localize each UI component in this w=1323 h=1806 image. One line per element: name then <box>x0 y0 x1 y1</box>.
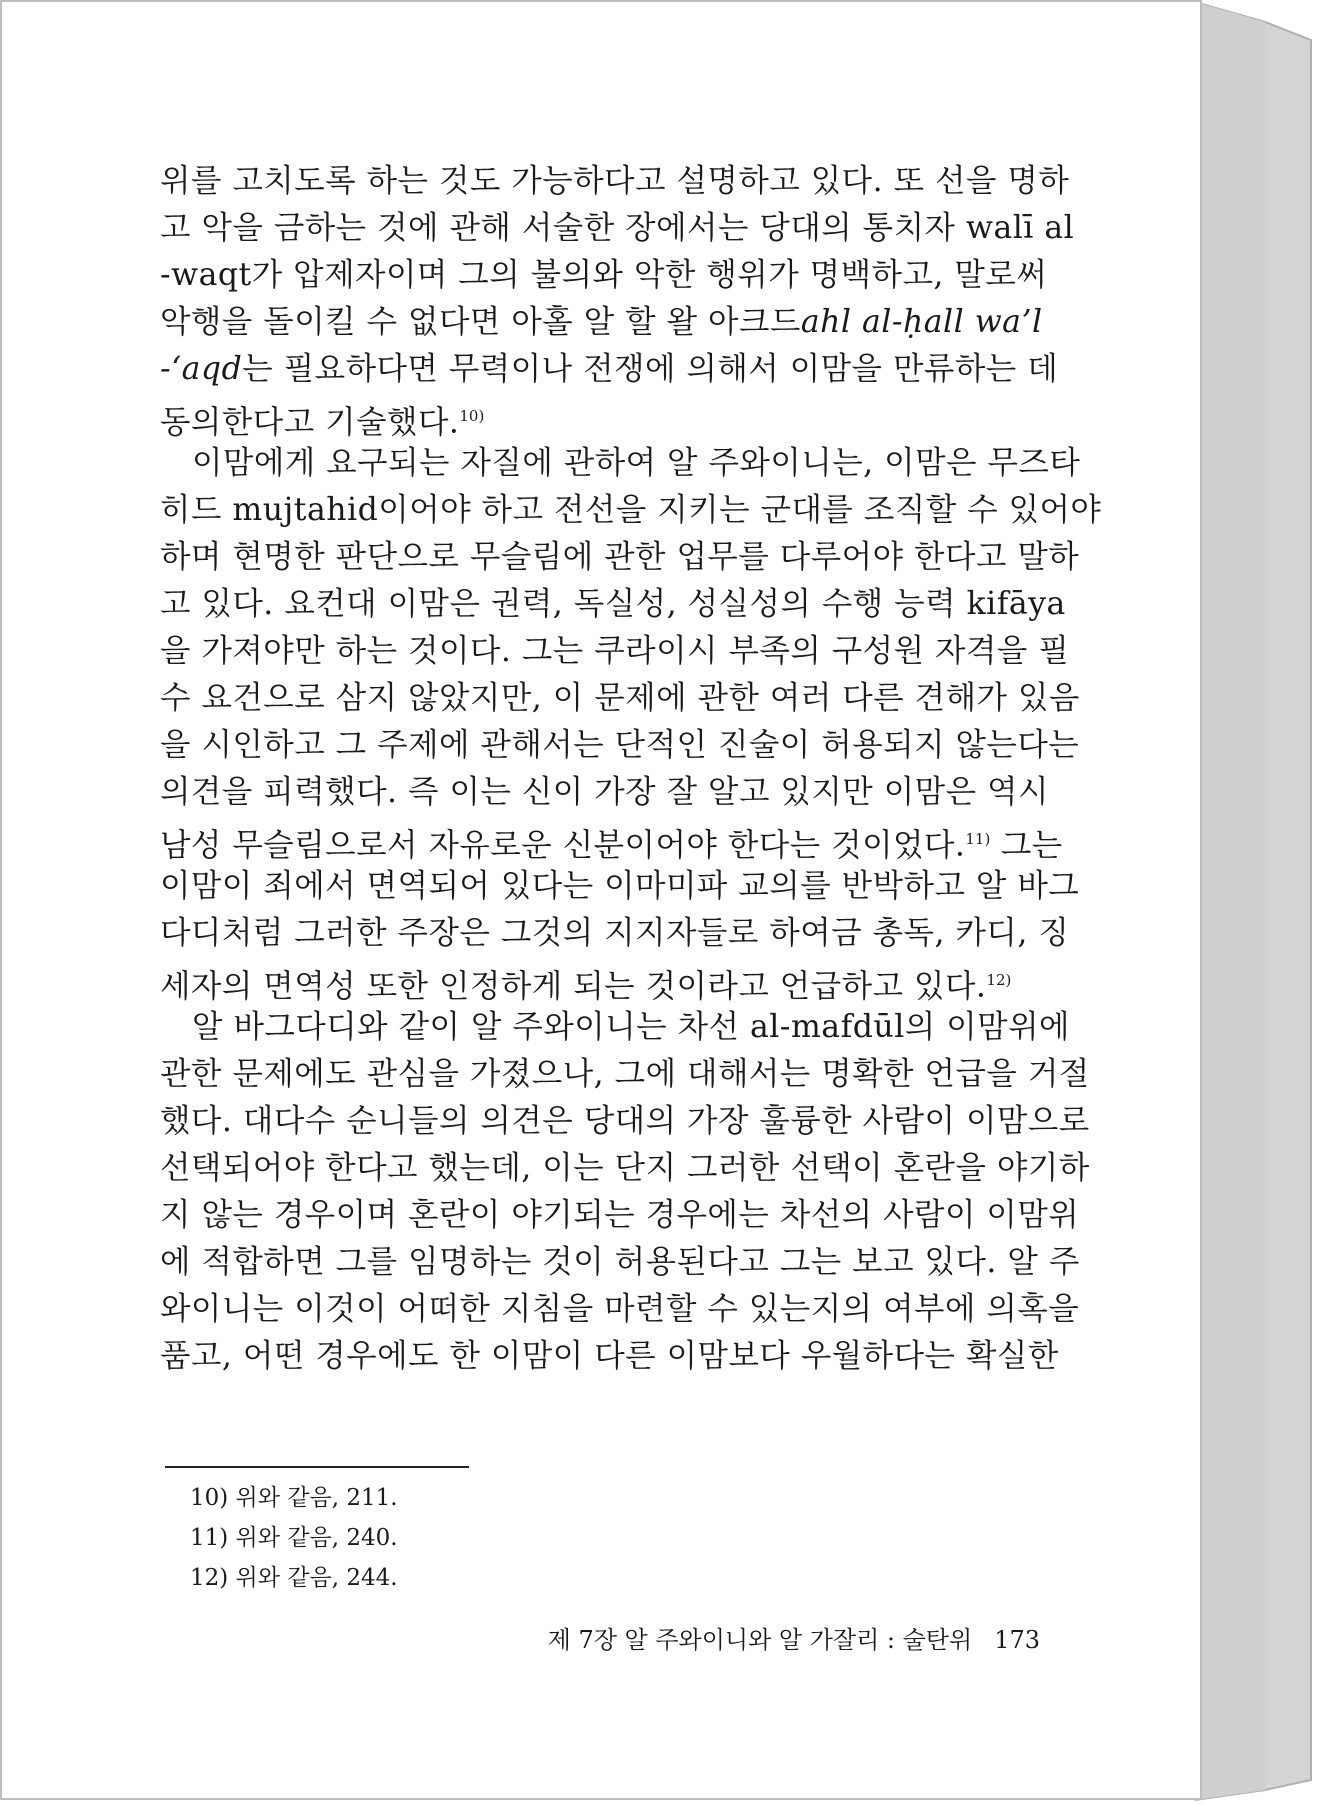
text-line <box>160 957 1040 1004</box>
text-line: 알 바그다디와 같이 알 주와이니는 차선 al-mafdūl의 이맘위에 <box>192 1009 1070 1045</box>
text-line: 하며 현명한 판단으로 무슬림에 관한 업무를 다루어야 한다고 말하 <box>160 539 1080 575</box>
text-line <box>160 393 1040 440</box>
text-line: 고 있다. 요컨대 이맘은 권력, 독실성, 성실성의 수행 능력 kifāya <box>160 586 1066 622</box>
page-number: 173 <box>994 1626 1040 1654</box>
text-line: 다디처럼 그러한 주장은 그것의 지지자들로 하여금 총독, 카디, 징 <box>160 915 1070 951</box>
text-segment: 세자의 면역성 또한 인정하게 되는 것이라고 언급하고 있다. <box>160 968 987 1005</box>
text-line: -waqt가 압제자이며 그의 불의와 악한 행위가 명백하고, 말로써 <box>160 257 1048 293</box>
text-line <box>160 816 1063 864</box>
italic-term: ahl al-ḥall wa’l <box>800 304 1043 340</box>
footnote-10: 10) 위와 같음, 211. <box>190 1485 398 1511</box>
footnote-ref-10: 10) <box>459 407 485 425</box>
footnotes <box>190 1478 398 1598</box>
text-line: 이맘이 죄에서 면역되어 있다는 이마미파 교의를 반박하고 알 바그 <box>160 868 1080 904</box>
body-text <box>160 158 1102 1380</box>
text-line: 품고, 어떤 경우에도 한 이맘이 다른 이맘보다 우월하다는 확실한 <box>160 1338 1059 1374</box>
text-segment: 그는 <box>1000 827 1063 864</box>
text-line: 수 요건으로 삼지 않았지만, 이 문제에 관한 여러 다른 견해가 있음 <box>160 680 1080 716</box>
text-line: 지 않는 경우이며 혼란이 야기되는 경우에는 차선의 사람이 이맘위 <box>160 1197 1080 1233</box>
text-segment: 남성 무슬림으로서 자유로운 신분이어야 한다는 것이었다. <box>160 827 966 864</box>
text-line <box>160 346 1059 393</box>
footnote-ref-11: 11) <box>965 830 991 848</box>
text-line: 에 적합하면 그를 임명하는 것이 허용된다고 그는 보고 있다. 알 주 <box>160 1244 1080 1280</box>
text-line: 을 시인하고 그 주제에 관해서는 단적인 진술이 허용되지 않는다는 <box>160 727 1080 763</box>
text-segment: 동의한다고 기술했다. <box>160 404 460 441</box>
text-line: 고 악을 금하는 것에 관해 서술한 장에서는 당대의 통치자 walī al <box>160 210 1075 246</box>
text-line: 관한 문제에도 관심을 가졌으나, 그에 대해서는 명확한 언급을 거절 <box>160 1056 1090 1092</box>
text-segment: 악행을 돌이킬 수 없다면 아홀 알 할 왈 아크드 <box>160 304 801 340</box>
text-line: 위를 고치도록 하는 것도 가능하다고 설명하고 있다. 또 선을 명하 <box>160 163 1070 199</box>
text-line: 했다. 대다수 순니들의 의견은 당대의 가장 훌륭한 사람이 이맘으로 <box>160 1103 1090 1139</box>
footnote-11: 11) 위와 같음, 240. <box>190 1525 398 1551</box>
text-line: 이맘에게 요구되는 자질에 관하여 알 주와이니는, 이맘은 무즈타 <box>192 445 1081 481</box>
text-segment: 는 필요하다면 무력이나 전쟁에 의해서 이맘을 만류하는 데 <box>242 351 1059 387</box>
italic-term-continued: -‘aqd <box>160 351 243 387</box>
text-line <box>160 299 1043 346</box>
footnote-divider <box>165 1466 469 1468</box>
text-line: 히드 mujtahid이어야 하고 전선을 지키는 군대를 조직할 수 있어야 <box>160 492 1102 528</box>
footnote-12: 12) 위와 같음, 244. <box>190 1565 398 1591</box>
text-line: 와이니는 이것이 어떠한 지침을 마련할 수 있는지의 여부에 의혹을 <box>160 1291 1080 1327</box>
book-edge-3d <box>1195 0 1315 1806</box>
running-footer <box>490 1620 1040 1655</box>
text-line: 선택되어야 한다고 했는데, 이는 단지 그러한 선택이 혼란을 야기하 <box>160 1150 1090 1186</box>
text-line: 의견을 피력했다. 즉 이는 신이 가장 잘 알고 있지만 이맘은 역시 <box>160 774 1049 810</box>
footnote-ref-12: 12) <box>986 971 1012 989</box>
running-title: 제 7장 알 주와이니와 알 가잘리 : 술탄위 <box>547 1626 973 1654</box>
text-line: 을 가져야만 하는 것이다. 그는 쿠라이시 부족의 구성원 자격을 필 <box>160 633 1070 669</box>
